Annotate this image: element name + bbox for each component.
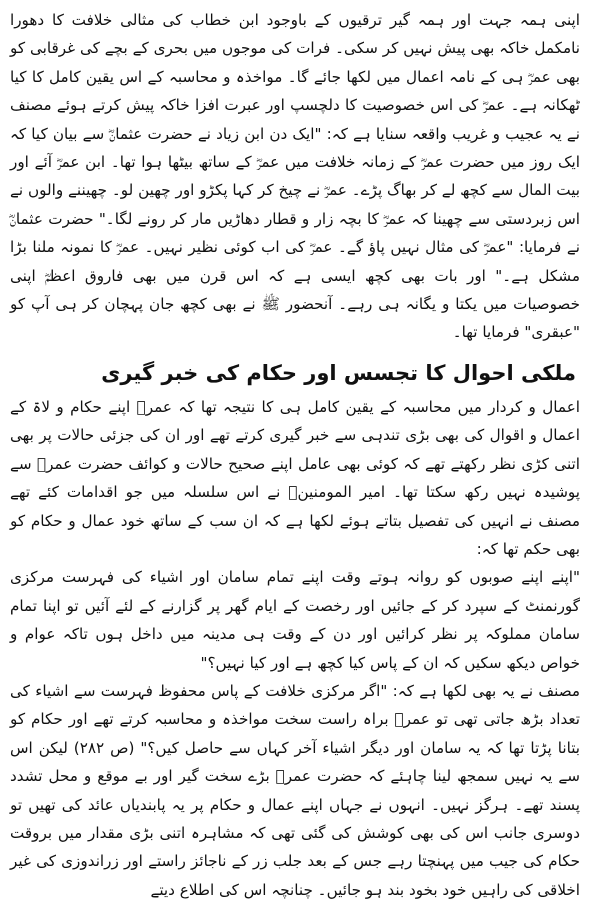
closing-paragraph: مصنف نے یہ بھی لکھا ہے کہ: "اگر مرکزی خلافت کے پاس محفوظ فہرست سے اشیاء کی تعداد بڑھ جاتی تھی تو عمرؓ براہ راست سخت مواخذہ و محاسبہ کرتے تھے اور حکام کو بتانا پڑتا تھا کہ یہ سامان اور دیگر اشیاء آخر کہاں سے حاصل کیں؟" (ص ۲۸۲) لیکن اس سے یہ نہیں سمجھ لینا چاہئے کہ حضرت عمرؓ بڑے سخت گیر اور بے موقع و محل تشدد پسند تھے۔ ہرگز نہیں۔ انہوں نے جہاں اپنے عمال و حکام پر یہ پابندیاں عائد کی تھیں تو دوسری جانب اس کی بھی کوشش کی گئی تھی کہ مشاہرہ اتنی بڑی مقدار میں بروقت حکام کی جیب میں پہنچتا رہے جس کے بعد جلب زر کے ناجائز راستے اور زراندوزی کی غیر اخلاقی کی راہیں خود بخود بند ہو جائیں۔ چنانچہ اس کی اطلاع دیتے: [10, 681, 581, 899]
opening-paragraph: اپنی ہمہ جہت اور ہمہ گیر ترقیوں کے باوجود ابن خطاب کی مثالی خلافت کا دھورا نامکمل خاکہ بھی پیش نہیں کر سکی۔ فرات کی موجوں میں بحری کے بچے کی غرقابی کو بھی عمرؓ ہی کے نامہ اعمال میں لکھا جائے گا۔ مواخذہ و محاسبہ کے اس یقین کامل کا کیا ٹھکانہ ہے۔ عمرؓ کی اس خصوصیت کا دلچسپ اور عبرت افزا خاکہ پیش کرتے ہوئے مصنف نے یہ عجیب و غریب واقعہ سنایا ہے کہ: "ایک دن ابن زیاد نے حضرت عثمانؓ سے بیان کیا کہ ایک روز میں حضرت عمرؓ کے زمانہ خلافت میں عمرؓ کے ساتھ بیٹھا ہوا تھا۔ ابن عمرؓ آئے اور بیت المال سے کچھ لے کر بھاگ پڑے۔ عمرؓ نے چیخ کر کہا پکڑو اور چھین لو۔ چھیننے والوں نے اس زبردستی سے چھینا کہ عمرؓ کا بچہ زار و قطار دھاڑیں مار کر رونے لگا۔" حضرت عثمانؓ نے فرمایا: "عمرؓ کی مثال نہیں پاؤ گے۔ عمرؓ کی اب کوئی نظیر نہیں۔ عمرؓ کا نمونہ ملنا بڑا مشکل ہے۔" اور بات بھی کچھ ایسی ہے کہ اس قرن میں بھی فاروق اعظمؓ اپنی خصوصیات میں یکتا و یگانہ ہی رہے۔ آنحضور ﷺ نے بھی کچھ جان پہچان کر ہی آپ کو "عبقری" فرمایا تھا۔: [10, 11, 580, 342]
block-quote: "اپنے اپنے صوبوں کو روانہ ہوتے وقت اپنے تمام سامان اور اشیاء کی فہرست مرکزی گورنمنٹ کے سپرد کر کے جائیں اور رخصت کے ایام گھر پر گزارنے کے لئے آئیں تو اپنا تمام سامان مملوکہ پر نظر کرائیں اور دن کے وقت ہی مدینہ میں داخل ہوں تاکہ عوام و خواص دیکھ سکیں کہ ان کے پاس کیا کچھ ہے اور کیا نہیں؟": [10, 568, 580, 672]
section-heading: ملکی احوال کا تجسس اور حکام کی خبر گیری: [101, 360, 576, 385]
section-paragraph: اعمال و کردار میں محاسبہ کے یقین کامل ہی کا نتیجہ تھا کہ عمرؓ اپنے حکام و لاۃ کے اعمال و اقوال کی بھی بڑی تندہی سے خبر گیری کرتے تھے اور ان کی جزئی حالات پر بھی اتنی کڑی نظر رکھتے تھے کہ کوئی بھی عامل اپنے صحیح حالات و کوائف حضرت عمرؓ سے پوشیدہ نہیں رکھ سکتا تھا۔ امیر المومنینؓ نے اس سلسلہ میں جو اقدامات کئے تھے مصنف نے انہیں کی تفصیل بتاتے ہوئے لکھا ہے کہ ان سب کے ساتھ خود عمال و حکام کو بھی حکم تھا کہ:: [10, 397, 580, 558]
